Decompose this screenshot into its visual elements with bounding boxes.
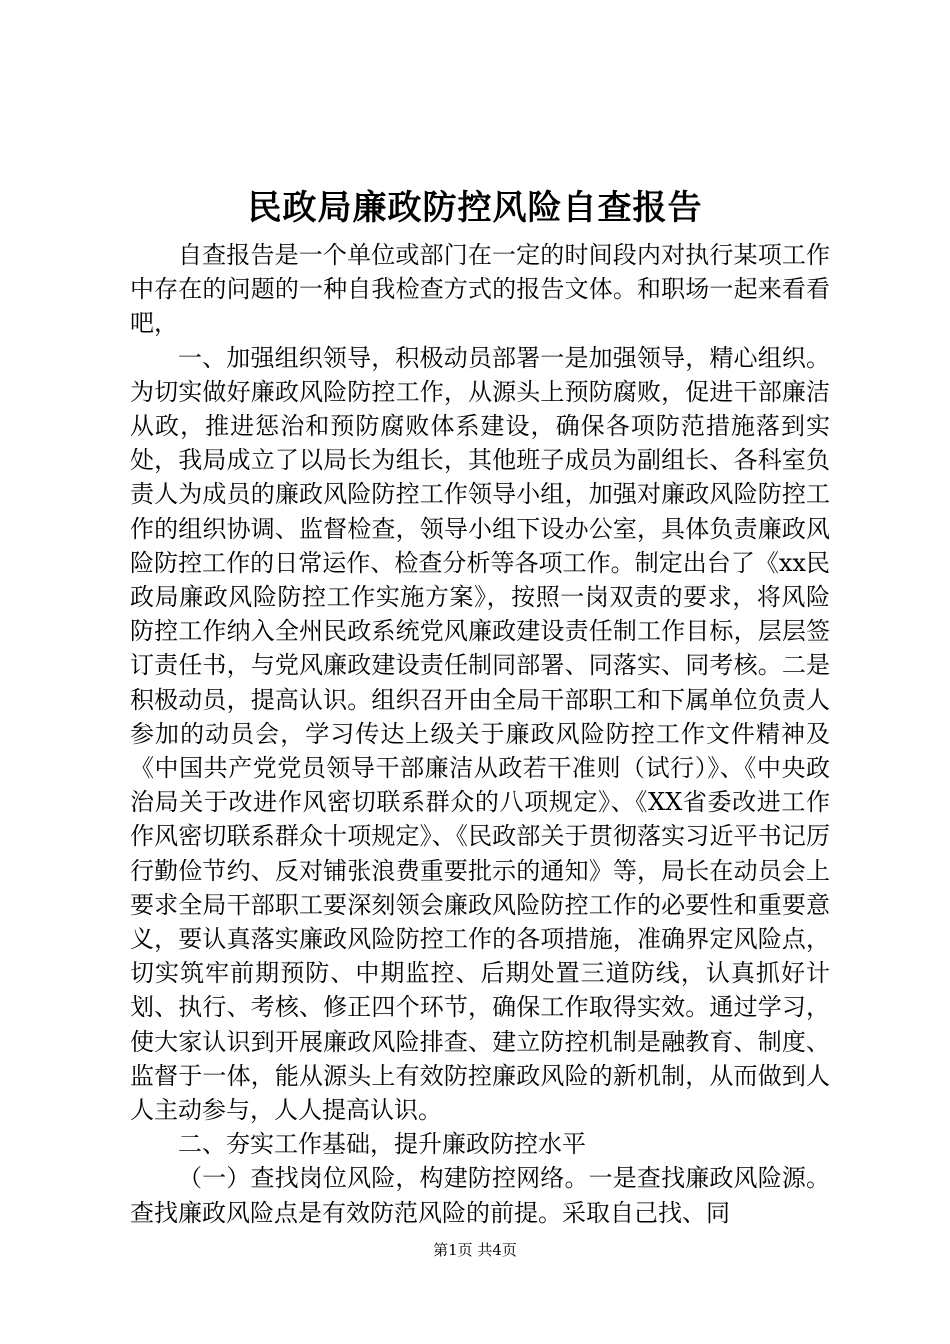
paragraph-section-two-heading: 二、夯实工作基础，提升廉政防控水平 [178,1130,586,1159]
paragraph-intro: 自查报告是一个单位或部门在一定的时间段内对执行某项工作中存在的问题的一种自我检查方式的报告文体。和职场一起来看看吧， [130,241,830,338]
document-body [130,238,830,1230]
paragraph-subsection-one: （一）查找岗位风险，构建防控网络。一是查找廉政风险源。查找廉政风险点是有效防范风险的前提。采取自己找、同 [130,1164,830,1227]
page-footer: 第1页 共4页 [433,1241,517,1259]
document-title: 民政局廉政防控风险自查报告 [247,188,703,228]
paragraph-section-one: 一、加强组织领导，积极动员部署一是加强领导，精心组织。为切实做好廉政风险防控工作，从源头上预防腐败，促进干部廉洁从政，推进惩治和预防腐败体系建设，确保各项防范措施落到实处，我局成立了以局长为组长，其他班子成员为副组长、各科室负责人为成员的廉政风险防控工作领导小组，加强对廉政风险防控工作的组织协调、监督检查，领导小组下设办公室，具体负责廉政风险防控工作的日常运作、检查分析等各项工作。制定出台了《xx民政局廉政风险防控工作实施方案》，按照一岗双责的要求，将风险防控工作纳入全州民政系统党风廉政建设责任制工作目标，层层签订责任书，与党风廉政建设责任制同部署、同落实、同考核。二是积极动员，提高认识。组织召开由全局干部职工和下属单位负责人参加的动员会，学习传达上级关于廉政风险防控工作文件精神及《中国共产党党员领导干部廉洁从政若干准则（试行）》、《中央政治局关于改进作风密切联系群众的八项规定》、《XX省委改进工作作风密切联系群众十项规定》、《民政部关于贯彻落实习近平书记厉行勤俭节约、反对铺张浪费重要批示的通知》等，局长在动员会上要求全局干部职工要深刻领会廉政风险防控工作的必要性和重要意义，要认真落实廉政风险防控工作的各项措施，准确界定风险点，切实筑牢前期预防、中期监控、后期处置三道防线，认真抓好计划、执行、考核、修正四个环节，确保工作取得实效。通过学习，使大家认识到开展廉政风险排查、建立防控机制是融教育、制度、监督于一体，能从源头上有效防控廉政风险的新机制，从而做到人人主动参与，人人提高认识。 [130,343,830,1125]
